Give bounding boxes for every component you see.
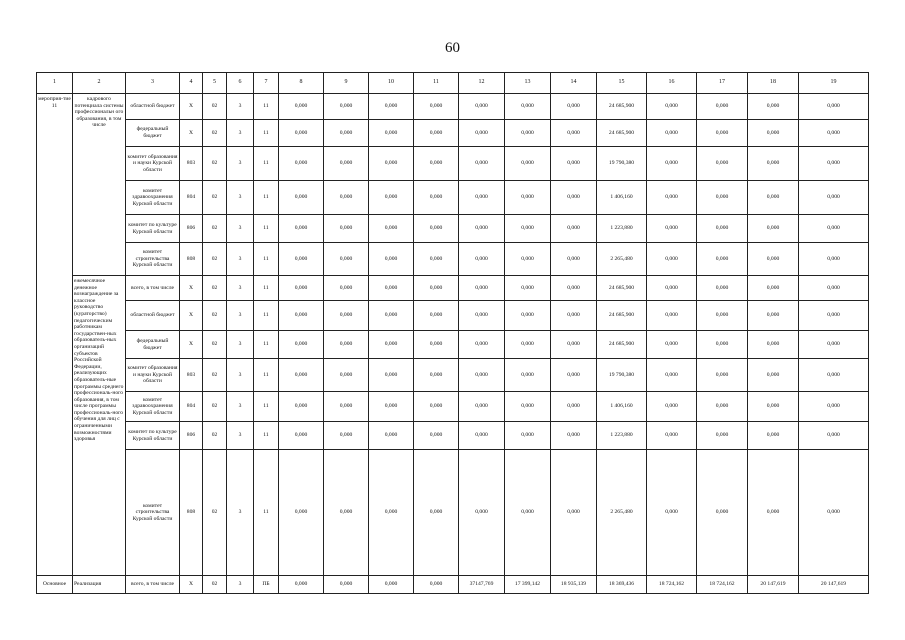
code-cell: 3 xyxy=(227,147,254,181)
value-cell: 0,000 xyxy=(697,392,748,422)
code-cell: 806 xyxy=(180,215,203,243)
value-cell: 0,000 xyxy=(324,94,369,120)
value-cell: 0,000 xyxy=(697,331,748,359)
value-cell: 0,000 xyxy=(697,243,748,276)
value-cell: 0,000 xyxy=(369,181,414,215)
value-cell: 0,000 xyxy=(414,301,459,331)
code-cell: 11 xyxy=(254,147,279,181)
code-cell: 3 xyxy=(227,215,254,243)
code-cell: 806 xyxy=(180,422,203,450)
code-cell: 11 xyxy=(254,392,279,422)
value-cell: 0,000 xyxy=(414,450,459,576)
value-cell: 0,000 xyxy=(369,331,414,359)
value-cell: 24 685,900 xyxy=(597,301,647,331)
value-cell: 0,000 xyxy=(369,422,414,450)
value-cell: 0,000 xyxy=(551,422,597,450)
value-cell: 0,000 xyxy=(279,392,324,422)
budget-source-cell: комитет строительства Курской области xyxy=(126,243,180,276)
value-cell: 0,000 xyxy=(279,576,324,594)
value-cell: 0,000 xyxy=(748,301,799,331)
code-cell: 804 xyxy=(180,181,203,215)
value-cell: 0,000 xyxy=(369,359,414,392)
value-cell: 0,000 xyxy=(799,120,869,147)
value-cell: 0,000 xyxy=(505,147,551,181)
value-cell: 0,000 xyxy=(799,392,869,422)
value-cell: 20 147,619 xyxy=(748,576,799,594)
code-cell: 02 xyxy=(203,422,227,450)
value-cell: 0,000 xyxy=(505,276,551,301)
code-cell: 02 xyxy=(203,301,227,331)
value-cell: 0,000 xyxy=(279,94,324,120)
code-cell: 3 xyxy=(227,243,254,276)
header-cell: 3 xyxy=(126,73,180,94)
measure-number-cell: мероприя-тие 11 xyxy=(37,94,73,576)
code-cell: 11 xyxy=(254,422,279,450)
value-cell: 24 685,900 xyxy=(597,120,647,147)
value-cell: 18 724,162 xyxy=(697,576,748,594)
value-cell: 0,000 xyxy=(279,147,324,181)
value-cell: 0,000 xyxy=(324,181,369,215)
value-cell: 0,000 xyxy=(697,215,748,243)
table-row xyxy=(37,120,869,147)
code-cell: 808 xyxy=(180,243,203,276)
code-cell: 3 xyxy=(227,94,254,120)
measure-name-cell: ежемесячное денежное вознаграждение за классное руководство (кураторство) педагогическим работникам государствен-ных образователь-ных организаций субъектов Российской Федерации, реализующих образователь-ные программы среднего профессиональ-ного образования, в том числе программы профессиональ-ного обучения для лиц с ограниченными возможностями здоровья xyxy=(73,276,126,576)
budget-source-cell: комитет образования и науки Курской области xyxy=(126,147,180,181)
value-cell: 0,000 xyxy=(279,301,324,331)
value-cell: 0,000 xyxy=(505,450,551,576)
budget-source-cell: комитет здравоохранения Курской области xyxy=(126,392,180,422)
code-cell: Х xyxy=(180,331,203,359)
value-cell: 0,000 xyxy=(748,215,799,243)
value-cell: 0,000 xyxy=(647,331,697,359)
value-cell: 0,000 xyxy=(369,147,414,181)
value-cell: 0,000 xyxy=(369,215,414,243)
value-cell: 0,000 xyxy=(459,243,505,276)
value-cell: 0,000 xyxy=(414,181,459,215)
value-cell: 24 685,900 xyxy=(597,94,647,120)
value-cell: 0,000 xyxy=(748,181,799,215)
budget-source-cell: комитет образования и науки Курской области xyxy=(126,359,180,392)
value-cell: 0,000 xyxy=(748,450,799,576)
value-cell: 0,000 xyxy=(748,359,799,392)
code-cell: 11 xyxy=(254,215,279,243)
code-cell: 803 xyxy=(180,147,203,181)
value-cell: 0,000 xyxy=(697,301,748,331)
header-cell: 2 xyxy=(73,73,126,94)
value-cell: 0,000 xyxy=(414,392,459,422)
value-cell: 0,000 xyxy=(748,392,799,422)
code-cell: 02 xyxy=(203,243,227,276)
code-cell: Х xyxy=(180,301,203,331)
header-cell: 18 xyxy=(748,73,799,94)
value-cell: 0,000 xyxy=(459,301,505,331)
table-row xyxy=(37,422,869,450)
value-cell: 0,000 xyxy=(799,94,869,120)
code-cell: Х xyxy=(180,276,203,301)
code-cell: 02 xyxy=(203,94,227,120)
page-number: 60 xyxy=(445,40,460,56)
value-cell: 0,000 xyxy=(279,243,324,276)
value-cell: 0,000 xyxy=(505,392,551,422)
value-cell: 0,000 xyxy=(799,215,869,243)
value-cell: 0,000 xyxy=(697,450,748,576)
value-cell: 0,000 xyxy=(459,94,505,120)
header-cell: 15 xyxy=(597,73,647,94)
value-cell: 0,000 xyxy=(799,450,869,576)
value-cell: 0,000 xyxy=(697,276,748,301)
value-cell: 0,000 xyxy=(551,243,597,276)
value-cell: 0,000 xyxy=(414,243,459,276)
value-cell: 0,000 xyxy=(551,181,597,215)
value-cell: 0,000 xyxy=(459,331,505,359)
value-cell: 0,000 xyxy=(799,276,869,301)
value-cell: 0,000 xyxy=(799,181,869,215)
code-cell: 02 xyxy=(203,181,227,215)
value-cell: 0,000 xyxy=(505,94,551,120)
value-cell: 0,000 xyxy=(551,120,597,147)
code-cell: 11 xyxy=(254,94,279,120)
value-cell: 0,000 xyxy=(799,331,869,359)
value-cell: 0,000 xyxy=(799,359,869,392)
value-cell: 0,000 xyxy=(551,331,597,359)
value-cell: 0,000 xyxy=(459,120,505,147)
code-cell: 804 xyxy=(180,392,203,422)
value-cell: 0,000 xyxy=(459,392,505,422)
value-cell: 1 406,160 xyxy=(597,181,647,215)
value-cell: 0,000 xyxy=(459,359,505,392)
value-cell: 0,000 xyxy=(647,120,697,147)
value-cell: 0,000 xyxy=(324,392,369,422)
budget-table xyxy=(36,72,869,594)
value-cell: 37147,769 xyxy=(459,576,505,594)
value-cell: 2 265,480 xyxy=(597,450,647,576)
code-cell: 02 xyxy=(203,331,227,359)
value-cell: 0,000 xyxy=(551,215,597,243)
value-cell: 0,000 xyxy=(324,359,369,392)
value-cell: 0,000 xyxy=(369,276,414,301)
header-cell: 8 xyxy=(279,73,324,94)
budget-source-cell: комитет по культуре Курской области xyxy=(126,215,180,243)
value-cell: 0,000 xyxy=(279,215,324,243)
value-cell: 0,000 xyxy=(459,276,505,301)
measure-name-cell: кадрового потенциала системы профессиональн ого образования, в том числе xyxy=(73,94,126,276)
value-cell: 0,000 xyxy=(414,576,459,594)
code-cell: 11 xyxy=(254,276,279,301)
value-cell: 0,000 xyxy=(647,276,697,301)
code-cell: 02 xyxy=(203,120,227,147)
budget-source-cell: областной бюджет xyxy=(126,94,180,120)
value-cell: 0,000 xyxy=(414,94,459,120)
value-cell: 0,000 xyxy=(697,120,748,147)
value-cell: 0,000 xyxy=(414,331,459,359)
value-cell: 0,000 xyxy=(414,276,459,301)
code-cell: 3 xyxy=(227,392,254,422)
code-cell: 02 xyxy=(203,276,227,301)
code-cell: 808 xyxy=(180,450,203,576)
header-cell: 7 xyxy=(254,73,279,94)
value-cell: 18 724,162 xyxy=(647,576,697,594)
table-row xyxy=(37,181,869,215)
value-cell: 0,000 xyxy=(647,94,697,120)
value-cell: 0,000 xyxy=(279,450,324,576)
value-cell: 0,000 xyxy=(697,181,748,215)
code-cell: 02 xyxy=(203,147,227,181)
code-cell: 3 xyxy=(227,450,254,576)
value-cell: 0,000 xyxy=(647,450,697,576)
code-cell: 11 xyxy=(254,450,279,576)
table-row xyxy=(37,331,869,359)
header-cell: 11 xyxy=(414,73,459,94)
value-cell: 0,000 xyxy=(505,215,551,243)
code-cell: 3 xyxy=(227,181,254,215)
header-cell: 16 xyxy=(647,73,697,94)
value-cell: 0,000 xyxy=(748,120,799,147)
code-cell: 11 xyxy=(254,181,279,215)
header-cell: 9 xyxy=(324,73,369,94)
value-cell: 24 685,900 xyxy=(597,276,647,301)
value-cell: 0,000 xyxy=(324,243,369,276)
value-cell: 0,000 xyxy=(459,215,505,243)
value-cell: 0,000 xyxy=(748,331,799,359)
value-cell: 0,000 xyxy=(748,243,799,276)
value-cell: 0,000 xyxy=(459,422,505,450)
value-cell: 0,000 xyxy=(647,147,697,181)
code-cell: 803 xyxy=(180,359,203,392)
code-cell: 11 xyxy=(254,331,279,359)
budget-source-cell: федеральный бюджет xyxy=(126,120,180,147)
value-cell: 1 406,160 xyxy=(597,392,647,422)
value-cell: 0,000 xyxy=(369,243,414,276)
code-cell: 11 xyxy=(254,243,279,276)
value-cell: 0,000 xyxy=(459,450,505,576)
value-cell: 0,000 xyxy=(369,576,414,594)
code-cell: 02 xyxy=(203,359,227,392)
code-cell: 02 xyxy=(203,576,227,594)
header-cell: 12 xyxy=(459,73,505,94)
value-cell: 0,000 xyxy=(647,359,697,392)
value-cell: 0,000 xyxy=(279,120,324,147)
measure-number-cell: Основное xyxy=(37,576,73,594)
value-cell: 0,000 xyxy=(647,215,697,243)
code-cell: Х xyxy=(180,576,203,594)
code-cell: 3 xyxy=(227,120,254,147)
value-cell: 17 399,142 xyxy=(505,576,551,594)
value-cell: 0,000 xyxy=(505,120,551,147)
header-cell: 4 xyxy=(180,73,203,94)
code-cell: 3 xyxy=(227,276,254,301)
code-cell: 11 xyxy=(254,120,279,147)
table-row xyxy=(37,392,869,422)
table-row xyxy=(37,276,869,301)
table-row xyxy=(37,94,869,120)
value-cell: 0,000 xyxy=(369,301,414,331)
budget-source-cell: всего, в том числе xyxy=(126,576,180,594)
code-cell: 3 xyxy=(227,422,254,450)
value-cell: 20 147,619 xyxy=(799,576,869,594)
value-cell: 19 790,380 xyxy=(597,359,647,392)
value-cell: 1 223,880 xyxy=(597,215,647,243)
value-cell: 0,000 xyxy=(748,422,799,450)
value-cell: 0,000 xyxy=(324,276,369,301)
value-cell: 0,000 xyxy=(799,147,869,181)
value-cell: 0,000 xyxy=(748,276,799,301)
value-cell: 0,000 xyxy=(505,181,551,215)
value-cell: 0,000 xyxy=(799,243,869,276)
value-cell: 0,000 xyxy=(647,243,697,276)
value-cell: 0,000 xyxy=(369,120,414,147)
header-cell: 1 xyxy=(37,73,73,94)
value-cell: 0,000 xyxy=(551,301,597,331)
code-cell: 3 xyxy=(227,301,254,331)
value-cell: 1 223,880 xyxy=(597,422,647,450)
value-cell: 0,000 xyxy=(505,359,551,392)
value-cell: 0,000 xyxy=(647,181,697,215)
value-cell: 0,000 xyxy=(324,450,369,576)
value-cell: 0,000 xyxy=(697,94,748,120)
value-cell: 0,000 xyxy=(505,331,551,359)
code-cell: 02 xyxy=(203,215,227,243)
value-cell: 0,000 xyxy=(414,120,459,147)
value-cell: 0,000 xyxy=(459,147,505,181)
header-cell: 19 xyxy=(799,73,869,94)
value-cell: 0,000 xyxy=(279,359,324,392)
code-cell: 02 xyxy=(203,392,227,422)
header-cell: 13 xyxy=(505,73,551,94)
value-cell: 0,000 xyxy=(505,243,551,276)
value-cell: 0,000 xyxy=(551,276,597,301)
code-cell: Х xyxy=(180,120,203,147)
budget-source-cell: федеральный бюджет xyxy=(126,331,180,359)
value-cell: 0,000 xyxy=(279,331,324,359)
value-cell: 0,000 xyxy=(647,392,697,422)
value-cell: 0,000 xyxy=(279,276,324,301)
value-cell: 18 369,436 xyxy=(597,576,647,594)
code-cell: 02 xyxy=(203,450,227,576)
value-cell: 0,000 xyxy=(748,147,799,181)
header-cell: 6 xyxy=(227,73,254,94)
table-row xyxy=(37,147,869,181)
value-cell: 0,000 xyxy=(324,331,369,359)
code-cell: 3 xyxy=(227,359,254,392)
value-cell: 0,000 xyxy=(414,147,459,181)
table-row xyxy=(37,450,869,576)
value-cell: 0,000 xyxy=(551,392,597,422)
budget-source-cell: областной бюджет xyxy=(126,301,180,331)
value-cell: 0,000 xyxy=(647,422,697,450)
value-cell: 0,000 xyxy=(799,301,869,331)
header-cell: 5 xyxy=(203,73,227,94)
table-row xyxy=(37,301,869,331)
table-row xyxy=(37,576,869,594)
value-cell: 0,000 xyxy=(279,181,324,215)
value-cell: 0,000 xyxy=(369,392,414,422)
budget-source-cell: всего, в том числе xyxy=(126,276,180,301)
value-cell: 0,000 xyxy=(369,94,414,120)
code-cell: Х xyxy=(180,94,203,120)
value-cell: 0,000 xyxy=(697,147,748,181)
value-cell: 0,000 xyxy=(647,301,697,331)
value-cell: 0,000 xyxy=(324,147,369,181)
code-cell: 11 xyxy=(254,301,279,331)
value-cell: 0,000 xyxy=(324,120,369,147)
value-cell: 0,000 xyxy=(324,576,369,594)
code-cell: 3 xyxy=(227,331,254,359)
value-cell: 0,000 xyxy=(799,422,869,450)
table-row xyxy=(37,243,869,276)
value-cell: 0,000 xyxy=(697,359,748,392)
value-cell: 0,000 xyxy=(748,94,799,120)
table-row xyxy=(37,215,869,243)
budget-source-cell: комитет по культуре Курской области xyxy=(126,422,180,450)
header-cell: 17 xyxy=(697,73,748,94)
value-cell: 0,000 xyxy=(459,181,505,215)
value-cell: 24 685,900 xyxy=(597,331,647,359)
value-cell: 2 265,480 xyxy=(597,243,647,276)
code-cell: 11 xyxy=(254,359,279,392)
value-cell: 0,000 xyxy=(551,359,597,392)
value-cell: 0,000 xyxy=(551,94,597,120)
value-cell: 0,000 xyxy=(414,359,459,392)
code-cell: 3 xyxy=(227,576,254,594)
value-cell: 0,000 xyxy=(324,301,369,331)
value-cell: 0,000 xyxy=(551,450,597,576)
table-row xyxy=(37,359,869,392)
value-cell: 0,000 xyxy=(505,301,551,331)
value-cell: 0,000 xyxy=(551,147,597,181)
value-cell: 0,000 xyxy=(505,422,551,450)
value-cell: 0,000 xyxy=(369,450,414,576)
value-cell: 18 935,139 xyxy=(551,576,597,594)
header-cell: 10 xyxy=(369,73,414,94)
budget-source-cell: комитет строительства Курской области xyxy=(126,450,180,576)
header-row xyxy=(37,73,869,94)
value-cell: 19 790,380 xyxy=(597,147,647,181)
code-cell: ПБ xyxy=(254,576,279,594)
value-cell: 0,000 xyxy=(324,422,369,450)
budget-source-cell: комитет здравоохранения Курской области xyxy=(126,181,180,215)
measure-name-cell: Реализация xyxy=(73,576,126,594)
value-cell: 0,000 xyxy=(697,422,748,450)
value-cell: 0,000 xyxy=(279,422,324,450)
value-cell: 0,000 xyxy=(324,215,369,243)
value-cell: 0,000 xyxy=(414,215,459,243)
value-cell: 0,000 xyxy=(414,422,459,450)
header-cell: 14 xyxy=(551,73,597,94)
